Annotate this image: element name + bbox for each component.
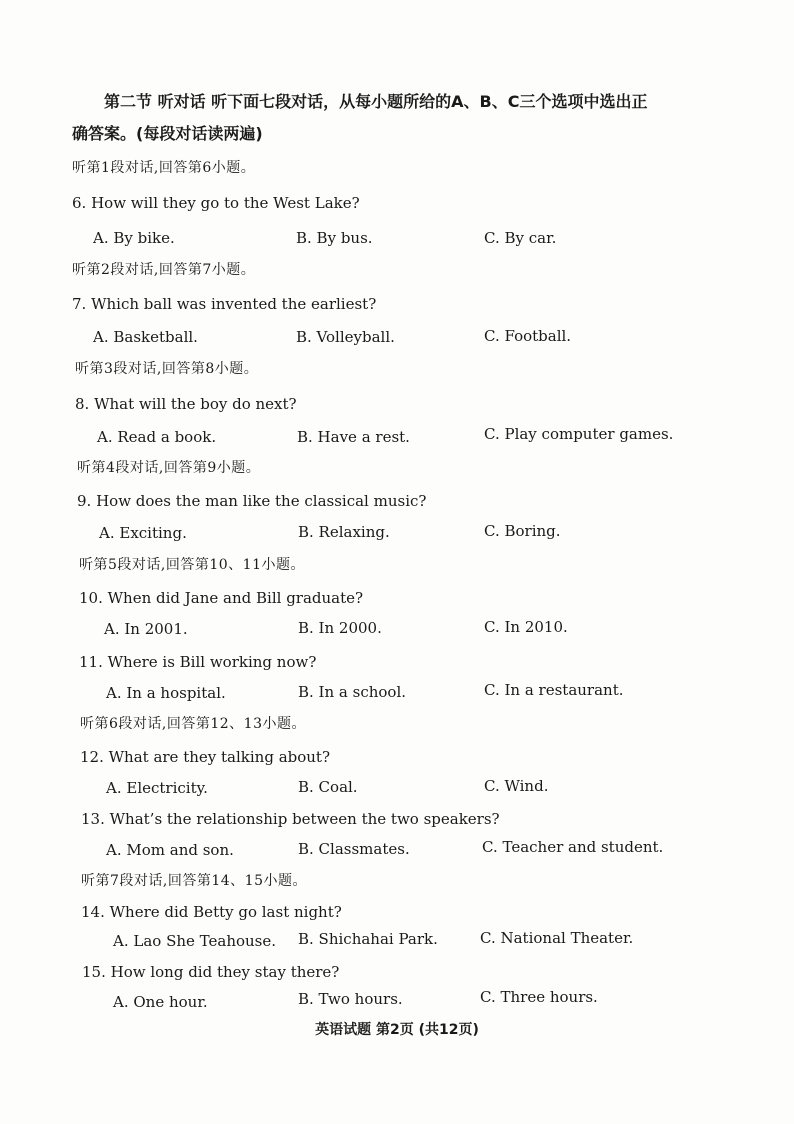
option-a: A. By bike. (93, 229, 175, 247)
option-a: A. In a hospital. (106, 684, 226, 702)
option-b: B. In 2000. (298, 619, 382, 637)
option-b: B. By bus. (296, 229, 373, 247)
option-c: C. By car. (484, 229, 557, 247)
option-a: A. Electricity. (106, 779, 208, 797)
page-footer: 英语试题 第2页 (共12页) (315, 1022, 479, 1038)
option-c: C. Teacher and student. (482, 838, 664, 856)
option-a: A. Mom and son. (106, 841, 234, 859)
dialogue-instruction: 听第1段对话,回答第6小题。 (72, 160, 256, 176)
option-a: A. Basketball. (93, 328, 198, 346)
option-c: C. In 2010. (484, 618, 568, 636)
option-a: A. Read a book. (97, 428, 217, 446)
option-b: B. Shichahai Park. (298, 930, 438, 948)
option-c: C. In a restaurant. (484, 681, 624, 699)
dialogue-instruction: 听第5段对话,回答第10、11小题。 (79, 557, 305, 573)
question-14: 14. Where did Betty go last night? (81, 903, 342, 921)
question-8: 8. What will the boy do next? (75, 395, 297, 413)
question-6: 6. How will they go to the West Lake? (72, 194, 360, 212)
option-a: A. In 2001. (104, 620, 188, 638)
option-a: A. One hour. (113, 993, 208, 1011)
option-b: B. Two hours. (298, 990, 403, 1008)
option-c: C. National Theater. (480, 929, 634, 947)
question-9: 9. How does the man like the classical music? (77, 492, 427, 510)
option-c: C. Boring. (484, 522, 561, 540)
section-title-line1: 第二节 听对话 听下面七段对话，从每小题所给的A、B、C三个选项中选出正 (104, 92, 648, 111)
question-7: 7. Which ball was invented the earliest? (72, 295, 377, 313)
option-b: B. Relaxing. (298, 523, 390, 541)
option-c: C. Three hours. (480, 988, 598, 1006)
question-11: 11. Where is Bill working now? (79, 653, 317, 671)
dialogue-instruction: 听第7段对话,回答第14、15小题。 (81, 873, 307, 889)
option-b: B. Coal. (298, 778, 358, 796)
dialogue-instruction: 听第6段对话,回答第12、13小题。 (80, 716, 306, 732)
option-a: A. Lao She Teahouse. (113, 932, 277, 950)
question-13: 13. What’s the relationship between the two speakers? (81, 810, 500, 828)
option-b: B. Classmates. (298, 840, 410, 858)
option-a: A. Exciting. (99, 524, 187, 542)
option-c: C. Play computer games. (484, 425, 674, 443)
dialogue-instruction: 听第2段对话,回答第7小题。 (72, 262, 256, 278)
question-12: 12. What are they talking about? (80, 748, 330, 766)
question-10: 10. When did Jane and Bill graduate? (79, 589, 364, 607)
dialogue-instruction: 听第3段对话,回答第8小题。 (75, 361, 259, 377)
option-b: B. In a school. (298, 683, 407, 701)
option-b: B. Have a rest. (297, 428, 410, 446)
section-title-line2: 确答案。(每段对话读两遍) (72, 124, 263, 143)
option-c: C. Football. (484, 327, 572, 345)
option-b: B. Volleyball. (296, 328, 395, 346)
dialogue-instruction: 听第4段对话,回答第9小题。 (77, 460, 261, 476)
option-c: C. Wind. (484, 777, 549, 795)
question-15: 15. How long did they stay there? (82, 963, 340, 981)
